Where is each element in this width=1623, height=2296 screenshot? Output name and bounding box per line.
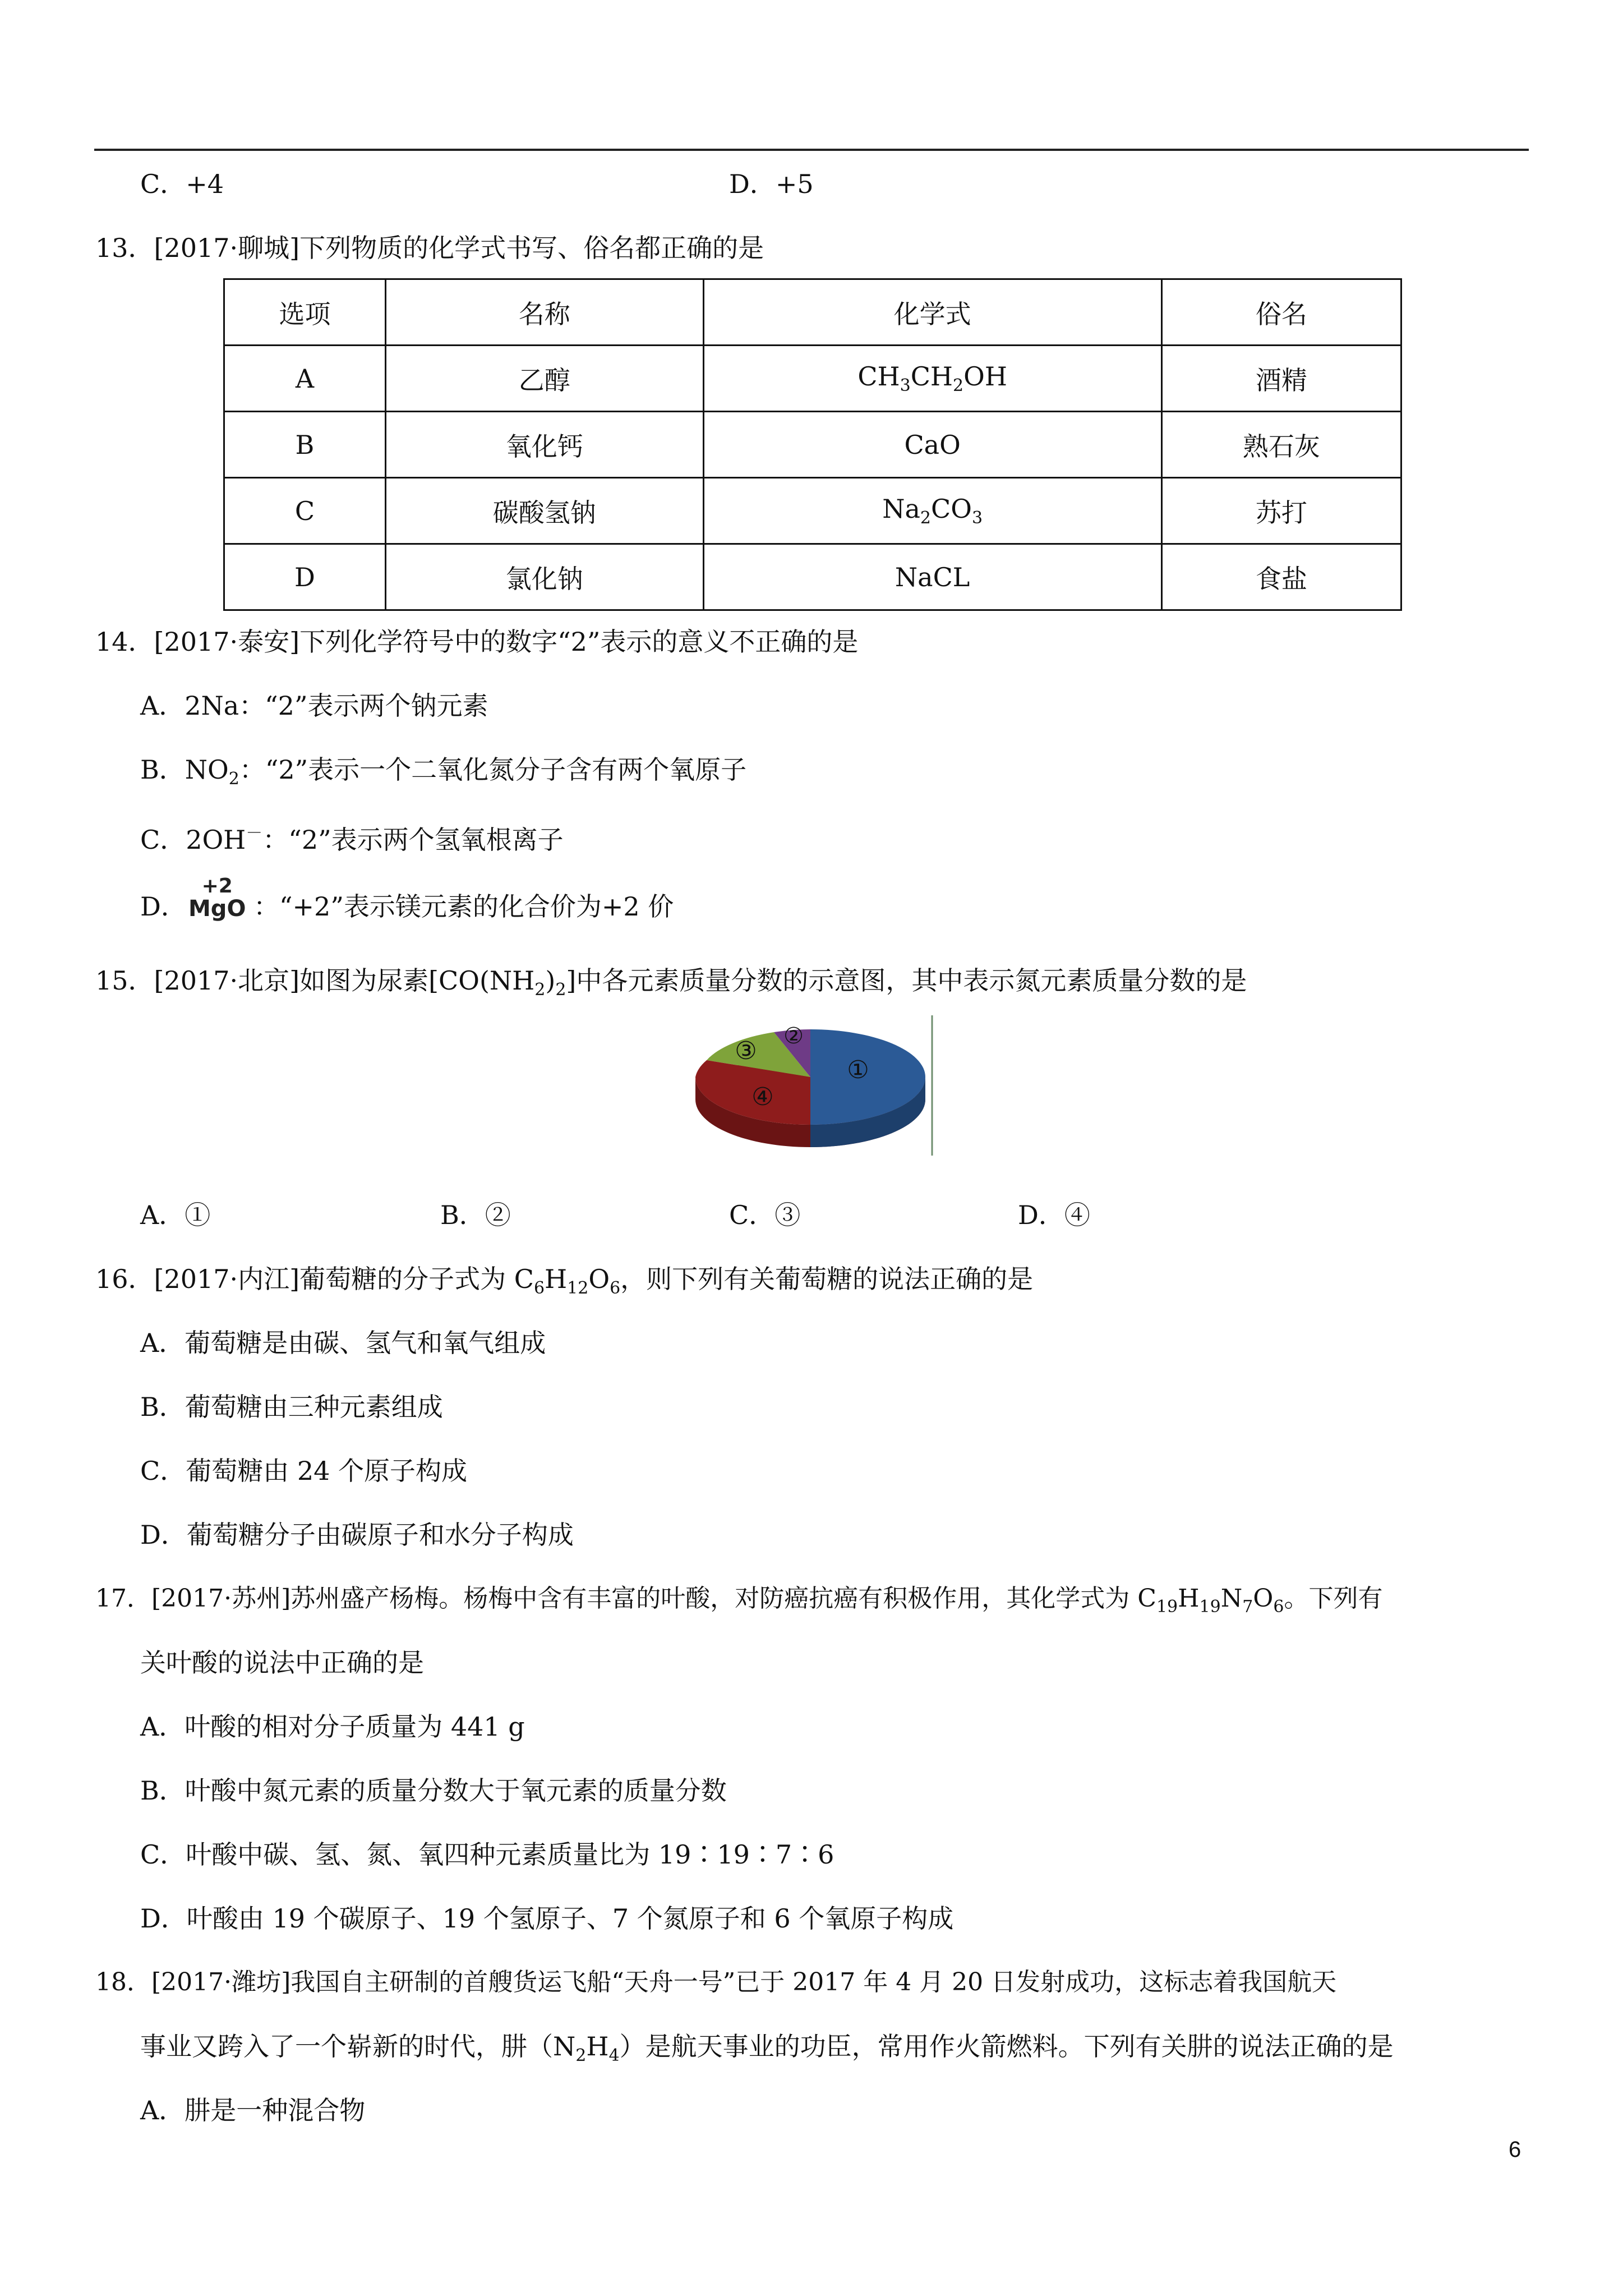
element: H: [545, 1264, 568, 1294]
q15-option-b: B．②: [440, 1200, 511, 1230]
q15-option-c: C．③: [729, 1200, 801, 1230]
superscript: －: [246, 823, 263, 843]
header-cell: 化学式: [703, 279, 1161, 346]
q16-option-d: D．葡萄糖分子由碳原子和水分子构成: [140, 1520, 574, 1550]
q13-stem: 13．[2017·聊城]下列物质的化学式书写、俗名都正确的是: [95, 233, 764, 263]
pie-label-4: ④: [751, 1083, 774, 1111]
q17-option-c: C．叶酸中碳、氢、氮、氧四种元素质量比为 19∶19∶7∶6: [140, 1839, 834, 1870]
q17-stem-prefix: 17．[2017·苏州]苏州盛产杨梅。杨梅中含有丰富的叶酸，对防癌抗癌有积极作用，其化学式为 C: [95, 1584, 1156, 1613]
subscript: 2: [228, 769, 239, 789]
element: H: [1178, 1584, 1200, 1613]
q16-stem: [95, 1262, 1033, 1305]
formula-cell: [703, 412, 1161, 478]
common-name-cell: 食盐: [1161, 544, 1401, 610]
formula-cell: [703, 478, 1161, 544]
q14-option-a: A．2Na：“2”表示两个钠元素: [140, 691, 488, 721]
option-cell: D: [224, 544, 386, 610]
header-rule: [94, 149, 1529, 151]
q14-b-text: ：“2”表示一个二氧化氮分子含有两个氧原子: [239, 754, 747, 785]
option-cell: C: [224, 478, 386, 544]
q18-line2-rest: ）是航天事业的功臣，常用作火箭燃料。下列有关肼的说法正确的是: [619, 2031, 1394, 2062]
formula-cell: [703, 346, 1161, 412]
table-row: [224, 346, 1401, 412]
table-header-row: [224, 279, 1401, 346]
formula-text: NaCL: [895, 562, 970, 592]
subscript: 2: [534, 980, 546, 1000]
header-cell: 选项: [224, 279, 386, 346]
name-cell: 碳酸氢钠: [385, 478, 703, 544]
q18-line2-prefix: 事业又跨入了一个崭新的时代，肼（N: [140, 2031, 576, 2062]
subscript: 6: [610, 1278, 621, 1298]
q16-option-a: A．葡萄糖是由碳、氢气和氧气组成: [140, 1328, 546, 1358]
formula-text: CaO: [904, 429, 961, 460]
subscript: 12: [567, 1278, 589, 1298]
q16-option-b: B．葡萄糖由三种元素组成: [140, 1392, 443, 1422]
q15-option-d: D．④: [1018, 1200, 1090, 1230]
header-cell: 名称: [385, 279, 703, 346]
q13-table: [223, 278, 1402, 611]
q17-stem-line2: 关叶酸的说法中正确的是: [140, 1648, 424, 1678]
table-row: [224, 544, 1401, 610]
subscript: 4: [608, 2046, 620, 2065]
formula-text: $CH_3CH_2OH$: [857, 361, 1007, 395]
q14-c-prefix: C．2OH: [140, 825, 246, 855]
element: H: [586, 2031, 609, 2062]
q15-stem-rest: ]中各元素质量分数的示意图，其中表示氮元素质量分数的是: [566, 965, 1247, 996]
table-row: [224, 478, 1401, 544]
valence-mark: +2: [201, 875, 233, 898]
q15-option-a: A．①: [140, 1200, 211, 1230]
subscript: 2: [555, 980, 566, 1000]
q17-option-b: B．叶酸中氮元素的质量分数大于氧元素的质量分数: [140, 1775, 727, 1806]
table-row: [224, 412, 1401, 478]
element: O: [1253, 1584, 1274, 1613]
q15-stem-prefix: 15．[2017·北京]如图为尿素[CO(NH: [95, 965, 535, 996]
element: N: [1220, 1584, 1243, 1613]
page-number: 6: [1509, 2137, 1521, 2162]
q14-b-prefix: B．NO: [140, 754, 229, 785]
name-cell: 氧化钙: [385, 412, 703, 478]
pie-label-3: ③: [735, 1037, 757, 1065]
q14-option-b: [140, 753, 746, 796]
q17-option-d: D．叶酸由 19 个碳原子、19 个氢原子、7 个氮原子和 6 个氧原子构成: [140, 1903, 954, 1934]
option-cell: A: [224, 346, 386, 412]
pie-label-1: ①: [847, 1056, 869, 1084]
subscript: 19: [1199, 1597, 1221, 1617]
common-name-cell: 酒精: [1161, 346, 1401, 412]
common-name-cell: 苏打: [1161, 478, 1401, 544]
q14-option-d-text: ：“+2”表示镁元素的化合价为+2 价: [253, 891, 674, 922]
q17-stem: [95, 1582, 1382, 1624]
name-cell: 乙醇: [385, 346, 703, 412]
q16-option-c: C．葡萄糖由 24 个原子构成: [140, 1456, 467, 1486]
common-name-cell: 熟石灰: [1161, 412, 1401, 478]
subscript: 7: [1242, 1597, 1253, 1617]
q14-option-d-label: D．: [140, 891, 187, 922]
pie-chart: [690, 1015, 937, 1172]
element: O: [588, 1264, 610, 1294]
name-cell: 氯化钠: [385, 544, 703, 610]
subscript: 2: [575, 2046, 587, 2065]
header-cell: 俗名: [1161, 279, 1401, 346]
mgo-valence-symbol: [188, 875, 246, 920]
subscript: 6: [1273, 1597, 1284, 1617]
q15-stem-mid: ): [545, 965, 556, 996]
formula-cell: [703, 544, 1161, 610]
q16-stem-prefix: 16．[2017·内江]葡萄糖的分子式为 C: [95, 1264, 534, 1294]
pie-label-2: ②: [783, 1023, 804, 1049]
q17-option-a: A．叶酸的相对分子质量为 441 g: [140, 1711, 525, 1742]
formula-text: $Na_2CO_3$: [882, 494, 983, 528]
q15-stem: [95, 964, 1247, 1007]
q14-c-text: ：“2”表示两个氢氧根离子: [262, 825, 564, 855]
q18-stem-line2: [140, 2030, 1394, 2073]
q14-stem: 14．[2017·泰安]下列化学符号中的数字“2”表示的意义不正确的是: [95, 627, 859, 657]
q18-option-a: A．肼是一种混合物: [140, 2095, 366, 2125]
q18-stem-line1: 18．[2017·潍坊]我国自主研制的首艘货运飞船“天舟一号”已于 2017 年 4 月 20 日发射成功，这标志着我国航天: [95, 1968, 1337, 1996]
q12-option-d: D．+5: [729, 169, 814, 199]
subscript: 6: [533, 1278, 545, 1298]
q12-option-c: C．+4: [140, 169, 224, 199]
q16-stem-rest: ，则下列有关葡萄糖的说法正确的是: [620, 1264, 1034, 1294]
option-cell: B: [224, 412, 386, 478]
q17-stem-rest: 。下列有: [1284, 1584, 1383, 1613]
q14-option-c: [140, 817, 564, 857]
subscript: 19: [1156, 1597, 1178, 1617]
mgo-formula: MgO: [188, 896, 246, 922]
